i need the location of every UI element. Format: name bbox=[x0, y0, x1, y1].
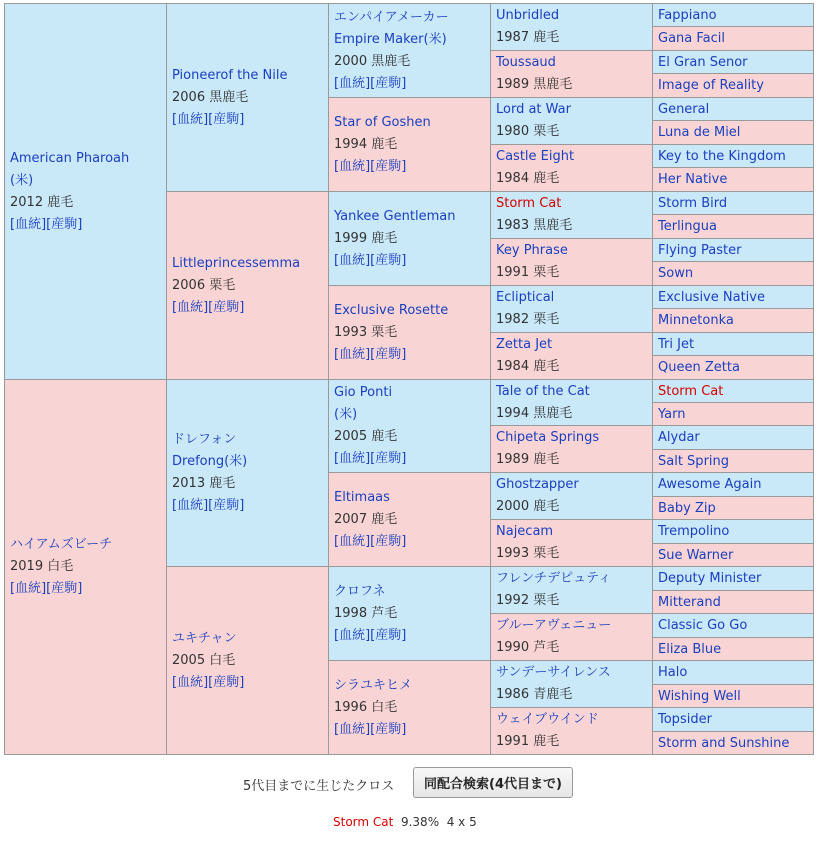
birth-year-color: 2000 鹿毛 bbox=[496, 499, 560, 514]
horse-name-link[interactable]: Flying Paster bbox=[658, 243, 742, 258]
cell-line bbox=[496, 309, 647, 331]
cell-line bbox=[496, 709, 647, 731]
cell-line bbox=[334, 625, 485, 647]
horse-name-link-sub[interactable]: Empire Maker(米) bbox=[334, 31, 447, 47]
offspring-link[interactable]: [産駒] bbox=[208, 299, 245, 315]
cell-line bbox=[496, 496, 647, 518]
pedigree-cell-g4 bbox=[490, 3, 653, 51]
pedigree-link[interactable]: [血統] bbox=[334, 252, 371, 268]
horse-name-link[interactable]: Sown bbox=[658, 266, 694, 281]
pedigree-cell-g5 bbox=[652, 26, 814, 51]
cell-line bbox=[172, 650, 323, 672]
horse-name-link[interactable]: Unbridled bbox=[496, 8, 560, 23]
cell-line bbox=[10, 148, 161, 170]
birth-year-color: 1989 鹿毛 bbox=[496, 452, 560, 467]
birth-year-color: 1984 鹿毛 bbox=[496, 171, 560, 186]
cell-line bbox=[334, 697, 485, 719]
cell-line bbox=[496, 240, 647, 262]
cell-line bbox=[10, 192, 161, 214]
pedigree-link[interactable]: [血統] bbox=[334, 75, 371, 91]
pedigree-cell-g2 bbox=[166, 379, 329, 567]
pedigree-cell-g4 bbox=[490, 613, 653, 661]
horse-name-link[interactable]: Gio Ponti bbox=[334, 385, 393, 400]
pedigree-cell-g5 bbox=[652, 261, 814, 286]
cell-line bbox=[334, 448, 485, 470]
cell-line bbox=[496, 287, 647, 309]
cell-line bbox=[334, 509, 485, 531]
birth-year-color: 1987 鹿毛 bbox=[496, 30, 560, 45]
pedigree-cell-g4 bbox=[490, 285, 653, 333]
pedigree-cell-g1 bbox=[4, 379, 167, 755]
horse-name-link[interactable]: American Pharoah bbox=[10, 150, 130, 166]
horse-name-link-sub[interactable]: (米) bbox=[334, 407, 358, 422]
birth-year-color: 1996 白毛 bbox=[334, 699, 398, 715]
horse-name-link[interactable]: Key to the Kingdom bbox=[658, 149, 786, 164]
cell-line bbox=[172, 451, 323, 473]
horse-name-link[interactable]: Image of Reality bbox=[658, 78, 764, 93]
pedigree-cell-g5 bbox=[652, 355, 814, 380]
birth-year-color: 1991 栗毛 bbox=[496, 265, 560, 280]
offspring-link[interactable]: [産駒] bbox=[370, 158, 407, 174]
cell-line bbox=[334, 603, 485, 625]
horse-name-link[interactable]: シラユキヒメ bbox=[334, 677, 413, 693]
pedigree-cell-g3 bbox=[328, 379, 491, 473]
pedigree-cell-g3 bbox=[328, 660, 491, 755]
birth-year-color: 1982 栗毛 bbox=[496, 312, 560, 327]
horse-name-link[interactable]: Alydar bbox=[658, 430, 700, 445]
birth-year-color: 1994 黒鹿毛 bbox=[496, 405, 573, 421]
cell-line bbox=[496, 356, 647, 378]
cell-line bbox=[334, 322, 485, 344]
horse-name-link[interactable]: Exclusive Native bbox=[658, 290, 765, 305]
pedigree-cell-g5 bbox=[652, 3, 814, 27]
cell-line bbox=[496, 403, 647, 425]
cell-line bbox=[496, 121, 647, 143]
pedigree-cell-g3 bbox=[328, 3, 491, 98]
cell-line bbox=[496, 568, 647, 590]
horse-name-link[interactable]: Trempolino bbox=[658, 524, 730, 539]
pedigree-cell-g5 bbox=[652, 543, 814, 567]
offspring-link[interactable]: [産駒] bbox=[208, 111, 245, 127]
pedigree-cell-g4 bbox=[490, 660, 653, 708]
horse-name-link[interactable]: Lord at War bbox=[496, 102, 571, 117]
cell-line bbox=[496, 427, 647, 449]
offspring-link[interactable]: [産駒] bbox=[370, 252, 407, 268]
pedigree-cell-g5 bbox=[652, 402, 814, 426]
cell-line bbox=[334, 344, 485, 366]
pedigree-cell-g5 bbox=[652, 308, 814, 333]
pedigree-link[interactable]: [血統] bbox=[334, 451, 371, 466]
cell-line bbox=[172, 65, 323, 87]
pedigree-cell-g4 bbox=[490, 566, 653, 614]
cell-line bbox=[496, 262, 647, 284]
pedigree-cell-g5 bbox=[652, 425, 814, 450]
offspring-link[interactable]: [産駒] bbox=[370, 627, 407, 643]
similar-mating-search-button[interactable]: 同配合検索(4代目まで) bbox=[413, 767, 573, 798]
cell-line bbox=[334, 156, 485, 178]
pedigree-link[interactable]: [血統] bbox=[172, 498, 209, 513]
cell-line bbox=[496, 52, 647, 74]
cell-line bbox=[172, 628, 323, 650]
pedigree-link[interactable]: [血統] bbox=[10, 216, 47, 232]
pedigree-cell-g1 bbox=[4, 3, 167, 380]
horse-name-link[interactable]: Eliza Blue bbox=[658, 642, 722, 657]
pedigree-cell-g4 bbox=[490, 238, 653, 286]
birth-year-color: 1980 栗毛 bbox=[496, 124, 560, 139]
pedigree-cell-g4 bbox=[490, 50, 653, 98]
pedigree-link[interactable]: [血統] bbox=[172, 674, 209, 690]
pedigree-cell-g4 bbox=[490, 144, 653, 192]
pedigree-cell-g4 bbox=[490, 379, 653, 426]
cell-line bbox=[334, 29, 485, 51]
birth-year-color: 1999 鹿毛 bbox=[334, 230, 398, 246]
offspring-link[interactable]: [産駒] bbox=[46, 581, 83, 596]
cell-line bbox=[10, 578, 161, 600]
horse-name-link[interactable]: Pioneerof the Nile bbox=[172, 67, 288, 83]
birth-year-color: 2007 鹿毛 bbox=[334, 511, 398, 527]
pedigree-cell-g3 bbox=[328, 97, 491, 192]
horse-name-link[interactable]: Storm Cat bbox=[496, 196, 562, 211]
pedigree-cell-g2 bbox=[166, 566, 329, 755]
pedigree-cell-g5 bbox=[652, 590, 814, 614]
cell-line bbox=[334, 531, 485, 553]
horse-name-link[interactable]: ブルーアヴェニュー bbox=[496, 618, 612, 633]
cell-line bbox=[496, 5, 647, 27]
horse-name-link[interactable]: Wishing Well bbox=[658, 689, 741, 704]
pedigree-cell-g5 bbox=[652, 73, 814, 98]
horse-name-link[interactable]: Topsider bbox=[658, 712, 712, 727]
pedigree-cell-g3 bbox=[328, 191, 491, 286]
horse-name-link[interactable]: Storm and Sunshine bbox=[658, 736, 790, 751]
offspring-link[interactable]: [産駒] bbox=[370, 75, 407, 91]
cell-line bbox=[496, 146, 647, 168]
cell-line bbox=[10, 214, 161, 236]
birth-year-color: 1991 鹿毛 bbox=[496, 734, 560, 749]
cell-line bbox=[10, 170, 161, 192]
cross-generations: 4 x 5 bbox=[446, 815, 477, 829]
horse-name-link[interactable]: Yarn bbox=[658, 407, 686, 422]
cell-line bbox=[334, 581, 485, 603]
horse-name-link[interactable]: Gana Facil bbox=[658, 31, 725, 46]
cell-line bbox=[334, 228, 485, 250]
birth-year-color: 1994 鹿毛 bbox=[334, 136, 398, 152]
pedigree-link[interactable]: [血統] bbox=[334, 158, 371, 174]
horse-name-link[interactable]: ユキチャン bbox=[172, 630, 237, 646]
birth-year-color: 2000 黒鹿毛 bbox=[334, 53, 411, 69]
horse-name-link[interactable]: エンパイアメーカー bbox=[334, 9, 449, 25]
horse-name-link[interactable]: Mitterand bbox=[658, 595, 721, 610]
cell-line bbox=[172, 297, 323, 319]
birth-year-color: 2005 白毛 bbox=[172, 652, 236, 668]
pedigree-table bbox=[4, 3, 814, 754]
pedigree-cell-g4 bbox=[490, 707, 653, 755]
pedigree-cell-g3 bbox=[328, 285, 491, 380]
pedigree-cell-g5 bbox=[652, 566, 814, 591]
horse-name-link[interactable]: Littleprincessemma bbox=[172, 255, 301, 271]
cell-line bbox=[496, 521, 647, 543]
pedigree-cell-g3 bbox=[328, 566, 491, 661]
horse-name-link[interactable]: Terlingua bbox=[658, 219, 717, 234]
birth-year-color: 1989 黒鹿毛 bbox=[496, 77, 573, 92]
pedigree-cell-g5 bbox=[652, 50, 814, 74]
horse-name-link-sub[interactable]: (米) bbox=[10, 172, 34, 188]
horse-name-link[interactable]: Chipeta Springs bbox=[496, 430, 600, 445]
horse-name-link[interactable]: Luna de Miel bbox=[658, 125, 741, 140]
cell-line bbox=[334, 7, 485, 29]
horse-name-link[interactable]: General bbox=[658, 102, 710, 117]
horse-name-link[interactable]: Sue Warner bbox=[658, 548, 734, 563]
pedigree-cell-g5 bbox=[652, 707, 814, 732]
cross-horse-link[interactable]: Storm Cat bbox=[333, 815, 394, 829]
cell-line bbox=[334, 426, 485, 448]
horse-name-link[interactable]: ウェイブウインド bbox=[496, 712, 599, 727]
cell-line bbox=[334, 404, 485, 426]
cell-line bbox=[172, 429, 323, 451]
birth-year-color: 1993 栗毛 bbox=[334, 324, 398, 340]
horse-name-link[interactable]: Deputy Minister bbox=[658, 571, 762, 586]
pedigree-cell-g5 bbox=[652, 519, 814, 544]
pedigree-cell-g4 bbox=[490, 97, 653, 145]
cell-line bbox=[496, 637, 647, 659]
cell-line bbox=[496, 168, 647, 190]
pedigree-link[interactable]: [血統] bbox=[334, 721, 371, 737]
cell-line bbox=[496, 215, 647, 237]
cross-label: 5代目までに生じたクロス bbox=[243, 779, 395, 794]
horse-name-link[interactable]: Salt Spring bbox=[658, 454, 730, 469]
horse-name-link[interactable]: Tale of the Cat bbox=[496, 383, 590, 399]
cell-line bbox=[172, 672, 323, 694]
pedigree-cell-g5 bbox=[652, 613, 814, 638]
birth-year-color: 1983 黒鹿毛 bbox=[496, 218, 573, 233]
cell-line bbox=[334, 206, 485, 228]
pedigree-cell-g5 bbox=[652, 684, 814, 708]
horse-name-link[interactable]: Castle Eight bbox=[496, 149, 575, 164]
horse-name-link[interactable]: Baby Zip bbox=[658, 501, 716, 516]
pedigree-cell-g5 bbox=[652, 637, 814, 661]
pedigree-cell-g5 bbox=[652, 120, 814, 145]
horse-name-link[interactable]: Fappiano bbox=[658, 8, 717, 23]
birth-year-color: 1993 栗毛 bbox=[496, 546, 560, 561]
horse-name-link[interactable]: Tri Jet bbox=[658, 337, 695, 352]
cell-line bbox=[172, 109, 323, 131]
birth-year-color: 1984 鹿毛 bbox=[496, 359, 560, 374]
pedigree-link[interactable]: [血統] bbox=[10, 581, 47, 596]
birth-year-color: 2019 白毛 bbox=[10, 559, 74, 574]
pedigree-cell-g5 bbox=[652, 496, 814, 520]
horse-name-link[interactable]: Key Phrase bbox=[496, 243, 568, 258]
cell-line bbox=[496, 27, 647, 49]
horse-name-link[interactable]: Minnetonka bbox=[658, 313, 734, 328]
horse-name-link[interactable]: El Gran Senor bbox=[658, 55, 748, 70]
horse-name-link[interactable]: Eltimaas bbox=[334, 489, 390, 505]
cell-line bbox=[334, 73, 485, 95]
birth-year-color: 2013 鹿毛 bbox=[172, 476, 236, 491]
pedigree-cell-g5 bbox=[652, 144, 814, 168]
pedigree-cell-g5 bbox=[652, 214, 814, 239]
cell-line bbox=[334, 675, 485, 697]
cell-line bbox=[172, 275, 323, 297]
horse-name-link[interactable]: Yankee Gentleman bbox=[334, 208, 456, 224]
cell-line bbox=[334, 300, 485, 322]
pedigree-cell-g5 bbox=[652, 97, 814, 121]
horse-name-link[interactable]: Ecliptical bbox=[496, 290, 555, 305]
cell-line bbox=[334, 134, 485, 156]
cell-line bbox=[496, 449, 647, 471]
birth-year-color: 2005 鹿毛 bbox=[334, 429, 398, 444]
pedigree-cell-g5 bbox=[652, 660, 814, 685]
pedigree-cell-g4 bbox=[490, 332, 653, 380]
cell-line bbox=[172, 87, 323, 109]
horse-name-link[interactable]: ハイアムズビーチ bbox=[10, 537, 113, 552]
cell-line bbox=[496, 74, 647, 96]
pedigree-cell-g4 bbox=[490, 425, 653, 473]
horse-name-link[interactable]: Storm Bird bbox=[658, 196, 728, 211]
cell-line bbox=[10, 556, 161, 578]
pedigree-cell-g2 bbox=[166, 191, 329, 380]
cell-line bbox=[496, 615, 647, 637]
pedigree-cell-g4 bbox=[490, 472, 653, 520]
cross-row bbox=[333, 815, 477, 829]
horse-name-link[interactable]: Toussaud bbox=[496, 55, 556, 70]
pedigree-link[interactable]: [血統] bbox=[334, 346, 371, 362]
horse-name-link[interactable]: Star of Goshen bbox=[334, 114, 431, 130]
pedigree-cell-g4 bbox=[490, 519, 653, 567]
cross-percent: 9.38% bbox=[400, 815, 440, 829]
cell-line bbox=[496, 731, 647, 753]
cell-line bbox=[334, 719, 485, 741]
pedigree-cell-g5 bbox=[652, 472, 814, 497]
cell-line bbox=[172, 495, 323, 517]
pedigree-cell-g3 bbox=[328, 472, 491, 567]
pedigree-cell-g4 bbox=[490, 191, 653, 239]
cell-line bbox=[496, 543, 647, 565]
pedigree-link[interactable]: [血統] bbox=[172, 111, 209, 127]
cell-line bbox=[172, 473, 323, 495]
pedigree-cell-g5 bbox=[652, 731, 814, 755]
offspring-link[interactable]: [産駒] bbox=[370, 346, 407, 362]
horse-name-link[interactable]: サンデーサイレンス bbox=[496, 665, 611, 680]
pedigree-cell-g5 bbox=[652, 332, 814, 356]
pedigree-link[interactable]: [血統] bbox=[334, 627, 371, 643]
cell-line bbox=[496, 684, 647, 706]
birth-year-color: 2006 黒鹿毛 bbox=[172, 89, 249, 105]
horse-name-link[interactable]: フレンチデピュティ bbox=[496, 571, 612, 586]
pedigree-link[interactable]: [血統] bbox=[172, 299, 209, 315]
cell-line bbox=[496, 662, 647, 684]
pedigree-cell-g5 bbox=[652, 167, 814, 192]
horse-name-link[interactable]: Storm Cat bbox=[658, 384, 724, 399]
offspring-link[interactable]: [産駒] bbox=[370, 451, 407, 466]
offspring-link[interactable]: [産駒] bbox=[370, 721, 407, 737]
cell-line bbox=[334, 250, 485, 272]
horse-name-link[interactable]: Awesome Again bbox=[658, 477, 762, 492]
cell-line bbox=[334, 487, 485, 509]
pedigree-cell-g5 bbox=[652, 449, 814, 473]
horse-name-link[interactable]: Zetta Jet bbox=[496, 337, 553, 352]
pedigree-cell-g5 bbox=[652, 238, 814, 262]
cell-line bbox=[496, 99, 647, 121]
horse-name-link[interactable]: ドレフォン bbox=[172, 432, 237, 447]
birth-year-color: 2012 鹿毛 bbox=[10, 194, 74, 210]
cell-line bbox=[496, 193, 647, 215]
cell-line bbox=[10, 534, 161, 556]
pedigree-cell-g5 bbox=[652, 379, 814, 403]
horse-name-link[interactable]: Her Native bbox=[658, 172, 728, 187]
cell-line bbox=[334, 112, 485, 134]
horse-name-link[interactable]: Exclusive Rosette bbox=[334, 302, 449, 318]
cell-line bbox=[496, 590, 647, 612]
cell-line bbox=[172, 253, 323, 275]
birth-year-color: 1986 青鹿毛 bbox=[496, 687, 573, 702]
pedigree-cell-g5 bbox=[652, 285, 814, 309]
offspring-link[interactable]: [産駒] bbox=[208, 498, 245, 513]
cell-line bbox=[496, 474, 647, 496]
birth-year-color: 1992 栗毛 bbox=[496, 593, 560, 608]
birth-year-color: 2006 栗毛 bbox=[172, 277, 236, 293]
horse-name-link[interactable]: Najecam bbox=[496, 524, 554, 539]
horse-name-link[interactable]: クロフネ bbox=[334, 583, 386, 599]
horse-name-link[interactable]: Ghostzapper bbox=[496, 477, 579, 492]
pedigree-link[interactable]: [血統] bbox=[334, 533, 371, 549]
offspring-link[interactable]: [産駒] bbox=[46, 216, 83, 232]
pedigree-cell-g2 bbox=[166, 3, 329, 192]
cell-line bbox=[496, 381, 647, 403]
birth-year-color: 1998 芦毛 bbox=[334, 605, 398, 621]
cell-line bbox=[334, 382, 485, 404]
cell-line bbox=[334, 51, 485, 73]
horse-name-link[interactable]: Halo bbox=[658, 665, 688, 680]
pedigree-cell-g5 bbox=[652, 191, 814, 215]
offspring-link[interactable]: [産駒] bbox=[208, 674, 245, 690]
horse-name-link[interactable]: Classic Go Go bbox=[658, 618, 748, 633]
cell-line bbox=[496, 334, 647, 356]
birth-year-color: 1990 芦毛 bbox=[496, 640, 560, 655]
offspring-link[interactable]: [産駒] bbox=[370, 533, 407, 549]
horse-name-link[interactable]: Queen Zetta bbox=[658, 360, 740, 375]
horse-name-link-sub[interactable]: Drefong(米) bbox=[172, 454, 248, 469]
